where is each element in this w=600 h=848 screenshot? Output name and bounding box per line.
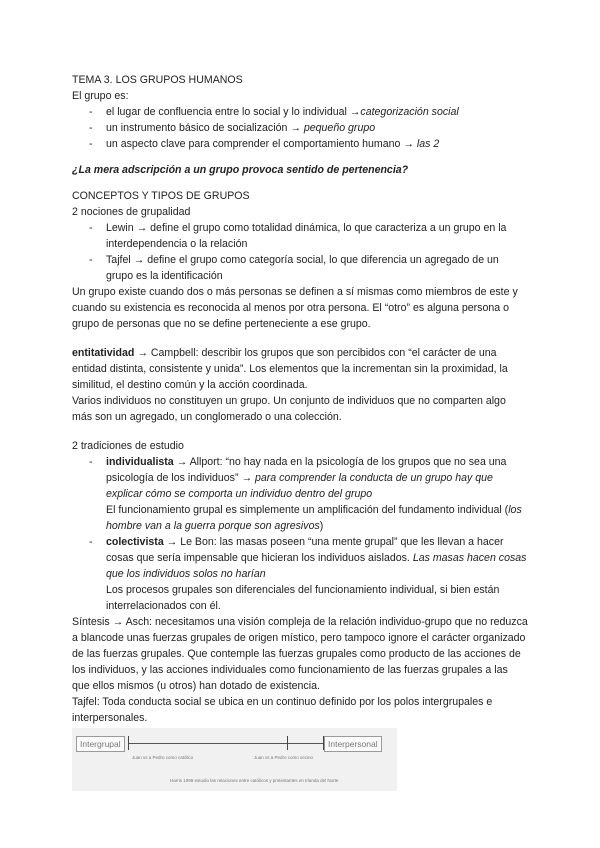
colectivista-detail: Los procesos grupales son diferenciales del funcionamiento individual, si bien están interrelacionados con él.	[106, 584, 500, 612]
individualista-detail: El funcionamiento grupal es simplemente un amplificación del fundamento individual (los hombre van a la guerra porque son agresivos)	[106, 504, 522, 532]
traditions-lead: 2 tradiciones de estudio	[72, 440, 184, 452]
figure-caption: Harris 1999 estudio las relaciones entre católicos y protestantes en Irlanda del Norte	[170, 778, 339, 783]
list-item: - individualista → Allport: “no hay nada en la psicología de los grupos que no sea una psicología de los individuos” → para comprender la conducta de un grupo hay que explicar cómo se comporta un individuo dentro del grupo	[72, 454, 528, 502]
traditions-list-2	[72, 534, 528, 582]
continuum-figure	[72, 728, 397, 791]
traditions-list	[72, 454, 528, 502]
continuum-tick	[128, 736, 129, 750]
list-item: - un instrumento básico de socialización → pequeño grupo	[72, 120, 528, 136]
list-item: - Lewin → define el grupo como totalidad dinámica, lo que caracteriza a un grupo en la interdependencia o la relación	[72, 220, 528, 252]
key-question: ¿La mera adscripción a un grupo provoca sentido de pertenencia?	[72, 164, 409, 176]
figure-note-left: Juan vs a Pedro como católico	[132, 755, 194, 760]
sintesis-paragraph: Síntesis → Asch: necesitamos una visión compleja de la relación individuo-grupo que no reduzca a blancode unas fuerzas grupales de origen místico, pero tampoco ignore el carácter organizado de las fuerzas grupales. Que contemple las fuerzas grupales como producto de las acciones de los individuos, y las acciones individuales como funcionamiento de las fuerzas grupales a las que ellos mismos (u otros) han dotado de existencia.	[72, 616, 528, 692]
entitatividad-note: Varios individuos no constituyen un grupo. Un conjunto de individuos que no comparten algo más son un agregado, un conglomerado o una colección.	[72, 395, 506, 423]
concepts-list	[72, 220, 528, 284]
intergroup-label: Intergrupal	[76, 736, 125, 752]
figure-note-right: Juan vs a Pedro como vecino	[254, 755, 314, 760]
group-definition: Un grupo existe cuando dos o más personas se definen a sí mismas como miembros de este y cuando su existencia es reconocida al menos por otra persona. El “otro” es alguna persona o grupo de personas que no se define perteneciente a ese grupo.	[72, 286, 518, 330]
list-item: - el lugar de confluencia entre lo social y lo individual →categorización social	[72, 104, 528, 120]
list-item: - un aspecto clave para comprender el comportamiento humano → las 2	[72, 136, 528, 152]
continuum-line	[128, 743, 324, 744]
list-item: - Tajfel → define el grupo como categoría social, lo que diferencia un agregado de un grupo es la identificación	[72, 252, 528, 284]
intro-list	[72, 104, 528, 152]
document-body	[72, 72, 528, 791]
intro-lead: El grupo es:	[72, 90, 129, 102]
concepts-lead: 2 nociones de grupalidad	[72, 206, 191, 218]
continuum-tick	[287, 736, 288, 750]
section-heading: CONCEPTOS Y TIPOS DE GRUPOS	[72, 190, 250, 202]
list-item: - colectivista → Le Bon: las masas poseen “una mente grupal” que les llevan a hacer cosas que sería impensable que hicieran los individuos aislados. Las masas hacen cosas que los individuos solos no harían	[72, 534, 528, 582]
entitatividad-paragraph: entitatividad → Campbell: describir los grupos que son percibidos con “el carácter de una entidad distinta, consistente y unida”. Los elementos que la incrementan sin la proximidad, la similitud, el destino común y la acción coordinada.	[72, 347, 508, 391]
interpersonal-label: Interpersonal	[324, 736, 382, 752]
page-title: TEMA 3. LOS GRUPOS HUMANOS	[72, 74, 243, 86]
tajfel-paragraph: Tajfel: Toda conducta social se ubica en un continuo definido por los polos intergrupales e interpersonales.	[72, 696, 493, 724]
